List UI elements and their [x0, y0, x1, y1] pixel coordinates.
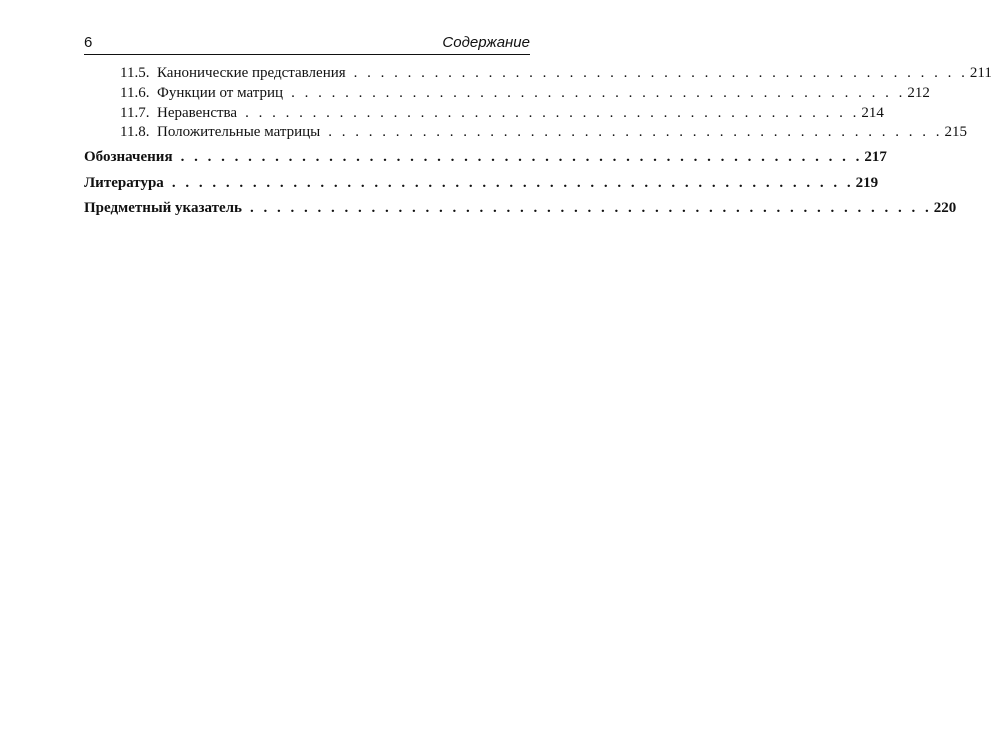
toc-chapter-page: 217 [864, 149, 887, 165]
toc-chapter-subject-index [84, 199, 957, 217]
toc-entry-11-6 [120, 84, 930, 102]
toc-entry-title: Неравенства [157, 105, 238, 121]
toc-entry-number: 11.7. [120, 105, 150, 121]
toc-entry-page: 214 [861, 105, 884, 121]
toc-dot-leader: . . . . . . . . . . . . . . . . . . . . . . . . . . . . . . . . . . . . . . . . . . . . . . . . . . . [249, 200, 932, 216]
toc-dot-leader: . . . . . . . . . . . . . . . . . . . . . . . . . . . . . . . . . . . . . . . . . . . . . . [291, 85, 906, 101]
toc-entry-page: 215 [944, 124, 967, 140]
toc-dot-leader: . . . . . . . . . . . . . . . . . . . . . . . . . . . . . . . . . . . . . . . . . . . . . . [245, 105, 860, 121]
toc-entry-number: 11.8. [120, 124, 150, 140]
toc-chapter-references [84, 174, 879, 192]
toc-chapter-title: Литература [84, 175, 164, 191]
toc-dot-leader: . . . . . . . . . . . . . . . . . . . . . . . . . . . . . . . . . . . . . . . . . . . . . . [328, 124, 943, 140]
toc-entry-page: 211 [969, 65, 992, 81]
toc-dot-leader: . . . . . . . . . . . . . . . . . . . . . . . . . . . . . . . . . . . . . . . . . . . . . . [353, 65, 968, 81]
toc-chapter-title: Предметный указатель [84, 200, 242, 216]
toc-entry-title: Положительные матрицы [157, 124, 321, 140]
page-number: 6 [84, 34, 93, 51]
toc-entry-page: 212 [907, 85, 930, 101]
toc-entry-number: 11.5. [120, 65, 150, 81]
toc-entry-11-5 [120, 64, 992, 82]
toc-dot-leader: . . . . . . . . . . . . . . . . . . . . . . . . . . . . . . . . . . . . . . . . . . . . . . . . . . . [180, 149, 863, 165]
running-header [84, 30, 530, 55]
running-title: Содержание [442, 34, 530, 51]
toc-chapter-notation [84, 148, 887, 166]
toc-entry-11-8 [120, 123, 967, 141]
toc-dot-leader: . . . . . . . . . . . . . . . . . . . . . . . . . . . . . . . . . . . . . . . . . . . . . . . . . . . [171, 175, 854, 191]
toc-chapter-page: 219 [855, 175, 879, 191]
toc-entry-number: 11.6. [120, 85, 150, 101]
toc-chapter-title: Обозначения [84, 149, 173, 165]
toc-entry-11-7 [120, 104, 884, 122]
toc-entry-title: Функции от матриц [157, 85, 284, 101]
toc-chapter-page: 220 [933, 200, 957, 216]
toc-entry-title: Канонические представления [157, 65, 346, 81]
